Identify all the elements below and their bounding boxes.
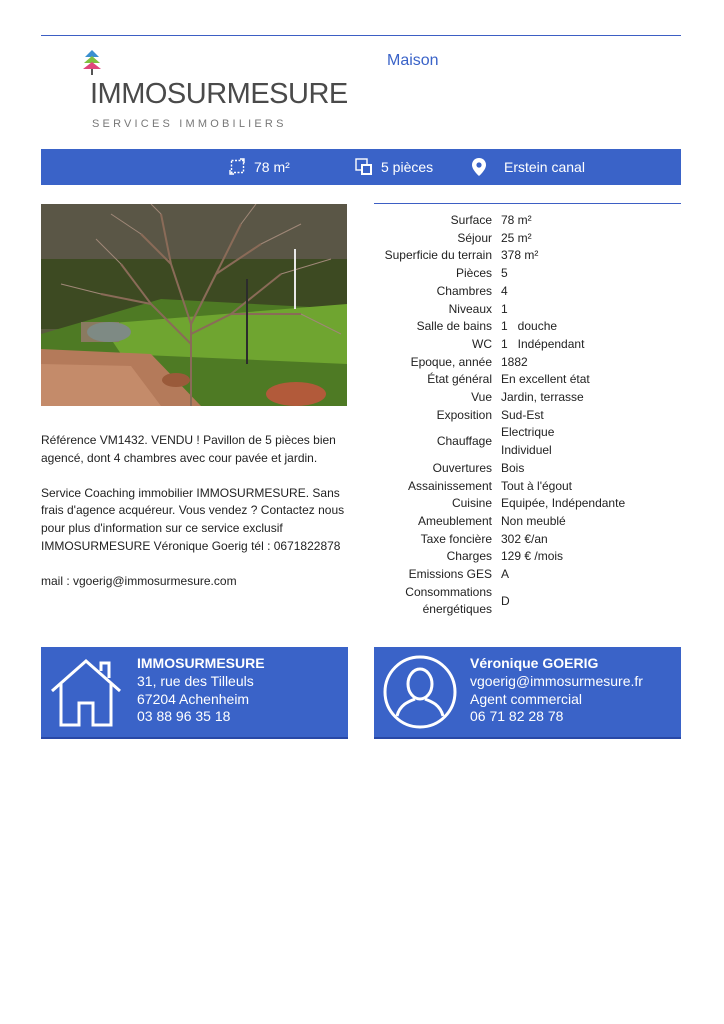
spec-value: Non meublé	[501, 513, 566, 528]
property-type-title: Maison	[387, 52, 439, 69]
spec-label: Surface	[450, 213, 492, 227]
spec-row	[374, 212, 680, 230]
spec-value: Equipée, Indépendante	[501, 496, 626, 511]
spec-label: Superficie du terrain	[384, 248, 492, 263]
description-paragraph: mail : vgoerig@immosurmesure.com	[41, 573, 237, 588]
spec-row	[374, 283, 680, 301]
description-paragraph: Service Coaching immobilier IMMOSURMESURE. Sans frais d'agence acquéreur. Vous vendez ? Contactez nous pour plus d'information sur ce service exclusif IMMOSURMESURE Véronique Goerig tél : 0671822878	[41, 485, 345, 553]
agency-city: 67204 Achenheim	[137, 690, 250, 707]
spec-row	[374, 584, 680, 619]
agent-role: Agent commercial	[470, 690, 583, 707]
spec-label: Chambres	[436, 283, 492, 298]
spec-row	[374, 265, 680, 283]
spec-row	[374, 318, 680, 336]
spec-value: D	[501, 593, 510, 608]
spec-label: Pièces	[455, 266, 492, 281]
location-summary	[472, 158, 585, 176]
spec-row	[374, 301, 680, 319]
logo-wordmark: IMMOSURMESURE	[90, 78, 348, 110]
spec-value: 1 douche	[501, 319, 558, 334]
spec-label: Taxe foncière	[420, 531, 492, 546]
spec-label: Cuisine	[451, 496, 492, 511]
spec-label: Niveaux	[448, 301, 492, 316]
specs-table	[374, 212, 680, 619]
spec-label: Ameublement	[417, 513, 492, 528]
house-icon	[49, 657, 123, 729]
spec-label: Assainissement	[407, 478, 492, 493]
spec-value: 302 €/an	[501, 531, 548, 546]
spec-row	[374, 460, 680, 478]
logo-tagline: SERVICES IMMOBILIERS	[92, 118, 287, 130]
spec-row	[374, 371, 680, 389]
rooms-summary-value: 5 pièces	[381, 159, 434, 175]
area-icon	[229, 158, 246, 175]
spec-value: 1	[501, 301, 508, 316]
spec-row	[374, 513, 680, 531]
spec-row	[374, 495, 680, 513]
spec-value: 78 m²	[501, 213, 532, 227]
spec-row	[374, 566, 680, 584]
spec-row	[374, 354, 680, 372]
garden-photo-image	[41, 204, 347, 406]
specs-rule	[374, 203, 681, 204]
spec-label: Vue	[471, 390, 492, 405]
spec-value: 378 m²	[501, 248, 539, 263]
spec-value: Tout à l'égout	[501, 478, 573, 493]
spec-label: Exposition	[436, 407, 492, 422]
spec-label: Ouvertures	[432, 460, 492, 475]
spec-label: Emissions GES	[408, 567, 492, 582]
summary-bar	[41, 149, 681, 185]
spec-value: Bois	[501, 460, 525, 475]
spec-value: Jardin, terrasse	[501, 390, 584, 405]
spec-row	[374, 531, 680, 549]
spec-value: A	[501, 567, 510, 582]
spec-value: 5	[501, 266, 508, 281]
agency-card	[41, 647, 348, 739]
surface-summary	[229, 158, 290, 175]
spec-row	[374, 478, 680, 496]
spec-label: Chauffage	[436, 434, 492, 449]
top-rule	[41, 35, 681, 36]
spec-label: Salle de bains	[416, 319, 492, 334]
spec-row	[374, 336, 680, 354]
rooms-summary	[355, 158, 433, 176]
agency-details	[137, 655, 265, 726]
spec-label: WC	[472, 336, 492, 351]
spec-row	[374, 247, 680, 265]
rooms-icon	[355, 158, 373, 176]
agency-phone[interactable]: 03 88 96 35 18	[137, 708, 231, 725]
spec-row	[374, 548, 680, 566]
description-paragraph: Référence VM1432. VENDU ! Pavillon de 5 pièces bien agencé, dont 4 chambres avec cour pavée et jardin.	[41, 433, 336, 465]
spec-label: Epoque, année	[410, 354, 492, 369]
spec-row	[374, 389, 680, 407]
spec-label: État général	[427, 372, 492, 387]
spec-label: Charges	[446, 549, 492, 564]
agency-name: IMMOSURMESURE	[137, 655, 265, 671]
spec-label: Consommations énergétiques	[405, 584, 492, 617]
company-logo	[82, 48, 348, 138]
person-icon	[382, 654, 458, 730]
spec-value: Sud-Est	[501, 407, 544, 422]
spec-label: Séjour	[457, 230, 492, 245]
property-description	[41, 432, 351, 608]
location-summary-value: Erstein canal	[504, 159, 585, 175]
agent-email[interactable]: vgoerig@immosurmesure.fr	[470, 672, 643, 689]
location-pin-icon	[472, 158, 486, 176]
spec-value: 1882	[501, 354, 528, 369]
spec-row	[374, 424, 680, 459]
spec-row	[374, 230, 680, 248]
spec-value: 129 € /mois	[501, 549, 564, 564]
spec-value: 25 m²	[501, 230, 532, 245]
agency-address: 31, rue des Tilleuls	[137, 672, 254, 689]
agent-details	[470, 655, 643, 726]
spec-value: 1 Indépendant	[501, 336, 585, 351]
spec-value: Electrique Individuel	[501, 425, 555, 458]
agent-card	[374, 647, 681, 739]
property-photo	[41, 204, 347, 406]
agent-name: Véronique GOERIG	[470, 655, 599, 671]
agent-phone[interactable]: 06 71 82 28 78	[470, 708, 564, 725]
spec-value: 4	[501, 283, 508, 298]
logo-tree-icon	[82, 48, 102, 76]
spec-row	[374, 407, 680, 425]
surface-summary-value: 78 m²	[254, 158, 290, 175]
spec-value: En excellent état	[501, 372, 590, 387]
